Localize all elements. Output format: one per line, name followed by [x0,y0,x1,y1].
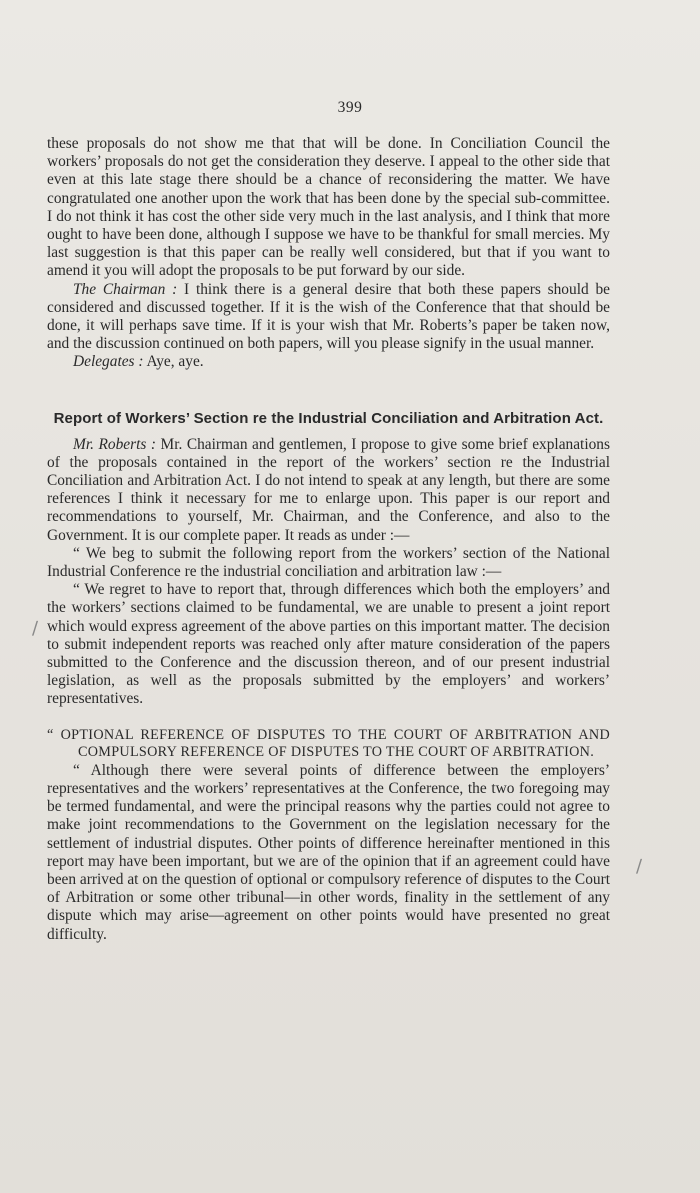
roberts-text: Mr. Chairman and gentlemen, I propose to give some brief explanations of the proposals contained in the report of the workers’ section re the Industrial Conciliation and Arbitration Act. I do not intend to speak at any length, but there are some references I think it necessary for me to enlarge upon. This paper is our report and recommendations to yourself, Mr. Chairman, and the Conference, and also to the Government. It is our complete paper. It reads as under :— [47,435,610,544]
paragraph-roberts [47,436,610,545]
paragraph-quote-3: “ Although there were several points of difference between the employers’ representatives and the workers’ representatives at the Conference, the two foregoing may be termed fundamental, and were the principal reasons why the parties could not agree to make joint recommendations to the Government on the legislation necessary for the settlement of industrial disputes. Other points of difference hereinafter mentioned in this report may have been important, but we are of the opinion that if an agreement could have been arrived at on the question of optional or compulsory reference of disputes to the Court of Arbitration or some other tribunal—in other words, finality in the settlement of any dispute which may arise—agreement on other points would have presented no great difficulty. [47,761,610,943]
paragraph-delegates [47,353,610,371]
margin-pencil-mark-left-1: ∕ [32,618,39,639]
speaker-roberts: Mr. Roberts : [73,435,156,453]
paragraph-1: these proposals do not show me that that will be done. In Conciliation Council the workers’ proposals do not get the consideration they deserve. I appeal to the other side that even at this late stage there should be a chance of reconsidering the matter. We have congratulated one another upon the work that has been done by the special sub-committee. I do not think it has cost the other side very much in the last analysis, and I think that more ought to have been done, although I suppose we have to be thankful for small mercies. My last suggestion is that this paper can be really well considered, but that if you want to amend it you will adopt the proposals to be put forward by our side. [47,135,610,280]
page-number: 399 [337,99,363,116]
speaker-chairman: The Chairman : [73,280,178,298]
paragraph-chairman [47,281,610,354]
paragraph-quote-2: “ We regret to have to report that, through differences which both the employers’ and the workers’ sections claimed to be fundamental, we are unable to present a joint report which would express agreement of the above parties on this important matter. The decision to submit independent reports was reached only after mature consideration of the papers submitted to the Conference and the discussion thereon, and of our present industrial legislation, as well as the proposals submitted by the employers’ and workers’ representatives. [47,581,610,708]
delegates-text: Aye, aye. [143,353,204,371]
speaker-delegates: Delegates : [73,353,144,371]
paragraph-quote-1: “ We beg to submit the following report from the workers’ section of the National Industrial Conference re the industrial conciliation and arbitration law :— [47,544,610,581]
caps-subheading: “ OPTIONAL REFERENCE OF DISPUTES TO THE COURT OF ARBITRATION AND COMPULSORY REFERENCE OF DISPUTES TO THE COURT OF ARBITRATION. [47,726,610,761]
chairman-text: I think there is a general desire that both these papers should be considered and discussed together. If it is the wish of the Conference that that should be done, it will perhaps save time. If it is your wish that Mr. Roberts’s paper be taken now, and the discussion continued on both papers, will you please signify in the usual manner. [47,280,610,353]
section-heading: Report of Workers’ Section re the Industrial Conciliation and Arbitration Act. [53,409,604,427]
page-body [47,135,610,944]
margin-pencil-mark-right: ∕ [636,856,643,877]
